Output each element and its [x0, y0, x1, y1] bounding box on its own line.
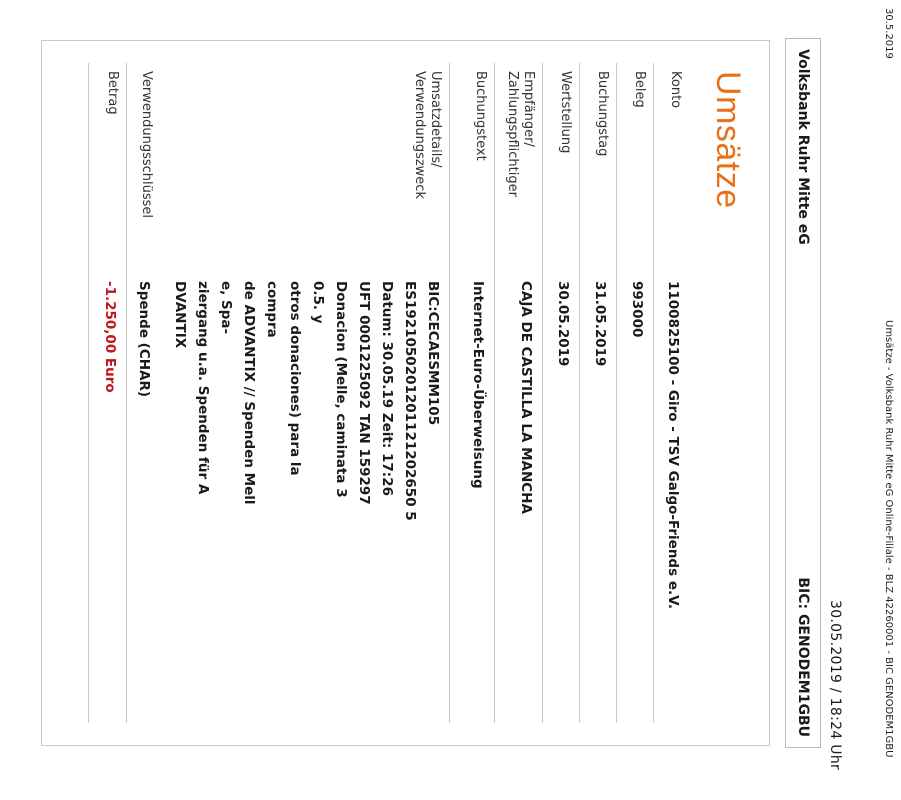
detail-row-konto [653, 63, 689, 723]
detail-value: BIC:CECAESMM105 ES1921050201201121202650 5 Datum: 30.05.19 Zeit: 17:26 UFT 0001225092 TAN 159297 Donacion (Melle, caminata 3 0.5. y otros donaciones) para la compra de ADVANTIX // Spenden Mell e, Spa- ziergang u.a. Spenden für A DVANTIX [172, 281, 441, 521]
detail-value: 993000 [629, 281, 645, 338]
detail-label: Umsatzdetails/ Verwendungszweck [412, 71, 443, 199]
detail-row-wertstellung [542, 63, 579, 723]
detail-value: 30.05.2019 [555, 281, 571, 367]
detail-label: Buchungstag [595, 71, 610, 157]
bank-bic: BIC: GENODEM1GBU [795, 577, 811, 737]
detail-label: Konto [668, 71, 683, 109]
detail-value: Spende (CHAR) [136, 281, 152, 398]
detail-row-verwendungsschluessel [126, 63, 160, 723]
detail-label: Verwendungsschlüssel [139, 71, 154, 219]
bank-name: Volksbank Ruhr Mitte eG [795, 49, 811, 245]
detail-row-beleg [616, 63, 653, 723]
detail-row-buchungstag [579, 63, 616, 723]
detail-row-empfaenger [494, 63, 542, 723]
detail-label: Buchungstext [473, 71, 488, 161]
detail-row-buchungstext [449, 63, 494, 723]
print-header: Umsätze - Volksbank Ruhr Mitte eG Online-Filiale - BLZ 42260001 - BIC GENODEM1GBU [883, 320, 894, 758]
detail-row-betrag [88, 63, 126, 723]
amount-value: -1.250,00 Euro [102, 281, 118, 393]
print-date: 30.5.2019 [883, 8, 894, 59]
timestamp: 30.05.2019 / 18:24 Uhr [827, 600, 843, 771]
bank-header [785, 38, 821, 748]
detail-value: 31.05.2019 [592, 281, 608, 367]
detail-value: CAJA DE CASTILLA LA MANCHA [518, 281, 534, 514]
transaction-details [88, 63, 689, 723]
detail-label: Wertstellung [558, 71, 573, 154]
detail-value: Internet-Euro-Überweisung [470, 281, 486, 489]
page-title: Umsätze [709, 71, 747, 209]
detail-label: Beleg [632, 71, 647, 108]
detail-label: Betrag [105, 71, 120, 115]
transaction-panel [41, 40, 770, 746]
detail-value: 1100825100 - Giro - TSV Galgo-Friends e.V. [665, 281, 681, 609]
detail-row-umsatzdetails [160, 63, 449, 723]
detail-label: Empfänger/ Zahlungspflichtiger [505, 71, 536, 197]
